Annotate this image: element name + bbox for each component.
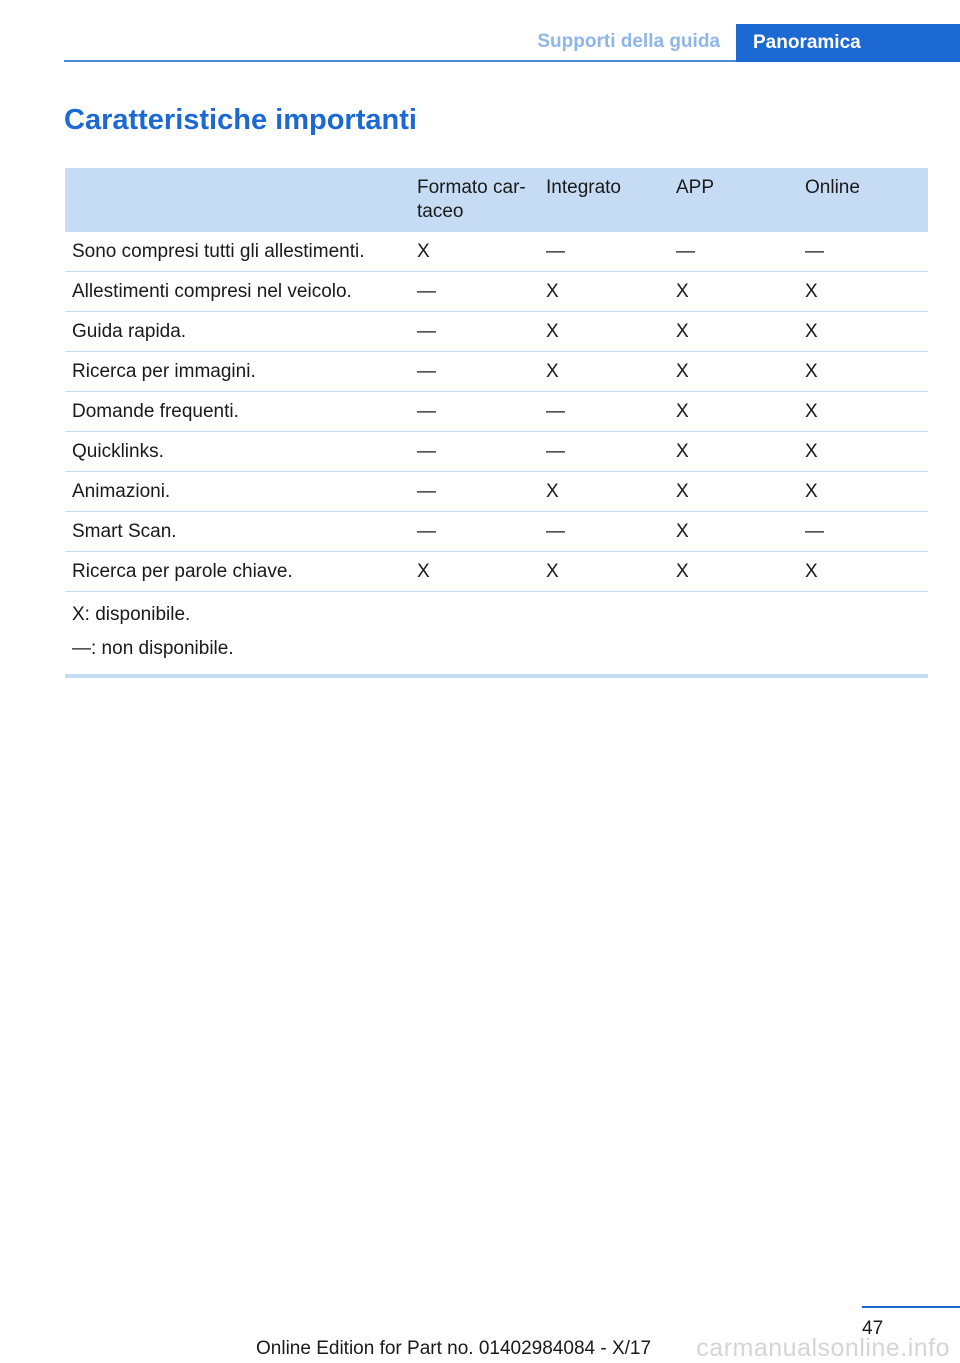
- availability-cell: X: [539, 272, 669, 312]
- table-row: [65, 352, 928, 392]
- availability-cell: X: [798, 552, 928, 592]
- availability-cell: —: [410, 392, 539, 432]
- legend-unavailable: —: non disponibile.: [72, 638, 234, 659]
- availability-cell: —: [539, 432, 669, 472]
- availability-cell: X: [410, 552, 539, 592]
- table-row: [65, 312, 928, 352]
- availability-cell: X: [539, 352, 669, 392]
- legend-available: X: disponibile.: [72, 604, 191, 625]
- availability-cell: X: [798, 352, 928, 392]
- watermark: carmanualsonline.info: [696, 1334, 950, 1362]
- availability-cell: —: [410, 272, 539, 312]
- table-row: [65, 512, 928, 552]
- feature-cell: Allestimenti compresi nel veicolo.: [65, 272, 410, 312]
- availability-cell: —: [410, 312, 539, 352]
- table-row: [65, 552, 928, 592]
- page-title: Caratteristiche importanti: [64, 104, 417, 136]
- availability-cell: X: [669, 432, 798, 472]
- availability-cell: —: [410, 472, 539, 512]
- availability-cell: —: [669, 232, 798, 272]
- availability-cell: —: [798, 512, 928, 552]
- availability-cell: X: [669, 552, 798, 592]
- availability-cell: —: [410, 352, 539, 392]
- availability-cell: —: [539, 232, 669, 272]
- availability-cell: X: [669, 512, 798, 552]
- availability-cell: X: [539, 472, 669, 512]
- availability-cell: X: [798, 312, 928, 352]
- availability-cell: X: [798, 272, 928, 312]
- availability-cell: X: [798, 432, 928, 472]
- availability-cell: —: [539, 392, 669, 432]
- availability-cell: —: [410, 432, 539, 472]
- feature-cell: Smart Scan.: [65, 512, 410, 552]
- feature-cell: Animazioni.: [65, 472, 410, 512]
- table-row: [65, 272, 928, 312]
- table-header-row: [65, 168, 928, 232]
- availability-cell: X: [669, 312, 798, 352]
- availability-cell: X: [669, 352, 798, 392]
- availability-cell: X: [669, 272, 798, 312]
- legend-cell: [65, 592, 928, 677]
- page-number: 47: [862, 1318, 884, 1339]
- table-row: [65, 232, 928, 272]
- column-header-printed: Formato car‐taceo: [410, 168, 539, 232]
- table-row: [65, 432, 928, 472]
- feature-cell: Ricerca per parole chiave.: [65, 552, 410, 592]
- table-row: [65, 472, 928, 512]
- column-header-feature: [65, 168, 410, 232]
- availability-cell: X: [539, 552, 669, 592]
- page-number-rule: [862, 1306, 960, 1308]
- table-row: [65, 392, 928, 432]
- availability-cell: X: [798, 472, 928, 512]
- breadcrumb-section[interactable]: Supporti della guida: [537, 31, 720, 52]
- feature-cell: Domande frequenti.: [65, 392, 410, 432]
- availability-cell: —: [798, 232, 928, 272]
- availability-cell: X: [669, 392, 798, 432]
- availability-cell: X: [669, 472, 798, 512]
- legend-row: [65, 592, 928, 677]
- availability-cell: X: [539, 312, 669, 352]
- column-header-online: Online: [798, 168, 928, 232]
- column-header-app: APP: [669, 168, 798, 232]
- edition-note: Online Edition for Part no. 01402984084 - X/17: [256, 1338, 652, 1359]
- availability-cell: —: [410, 512, 539, 552]
- tab-panoramica[interactable]: Panoramica: [736, 24, 960, 62]
- column-header-integrated: Integrato: [539, 168, 669, 232]
- feature-cell: Ricerca per immagini.: [65, 352, 410, 392]
- availability-cell: —: [539, 512, 669, 552]
- feature-cell: Sono compresi tutti gli allestimenti.: [65, 232, 410, 272]
- feature-cell: Quicklinks.: [65, 432, 410, 472]
- availability-cell: X: [410, 232, 539, 272]
- feature-cell: Guida rapida.: [65, 312, 410, 352]
- features-table: [65, 168, 928, 678]
- availability-cell: X: [798, 392, 928, 432]
